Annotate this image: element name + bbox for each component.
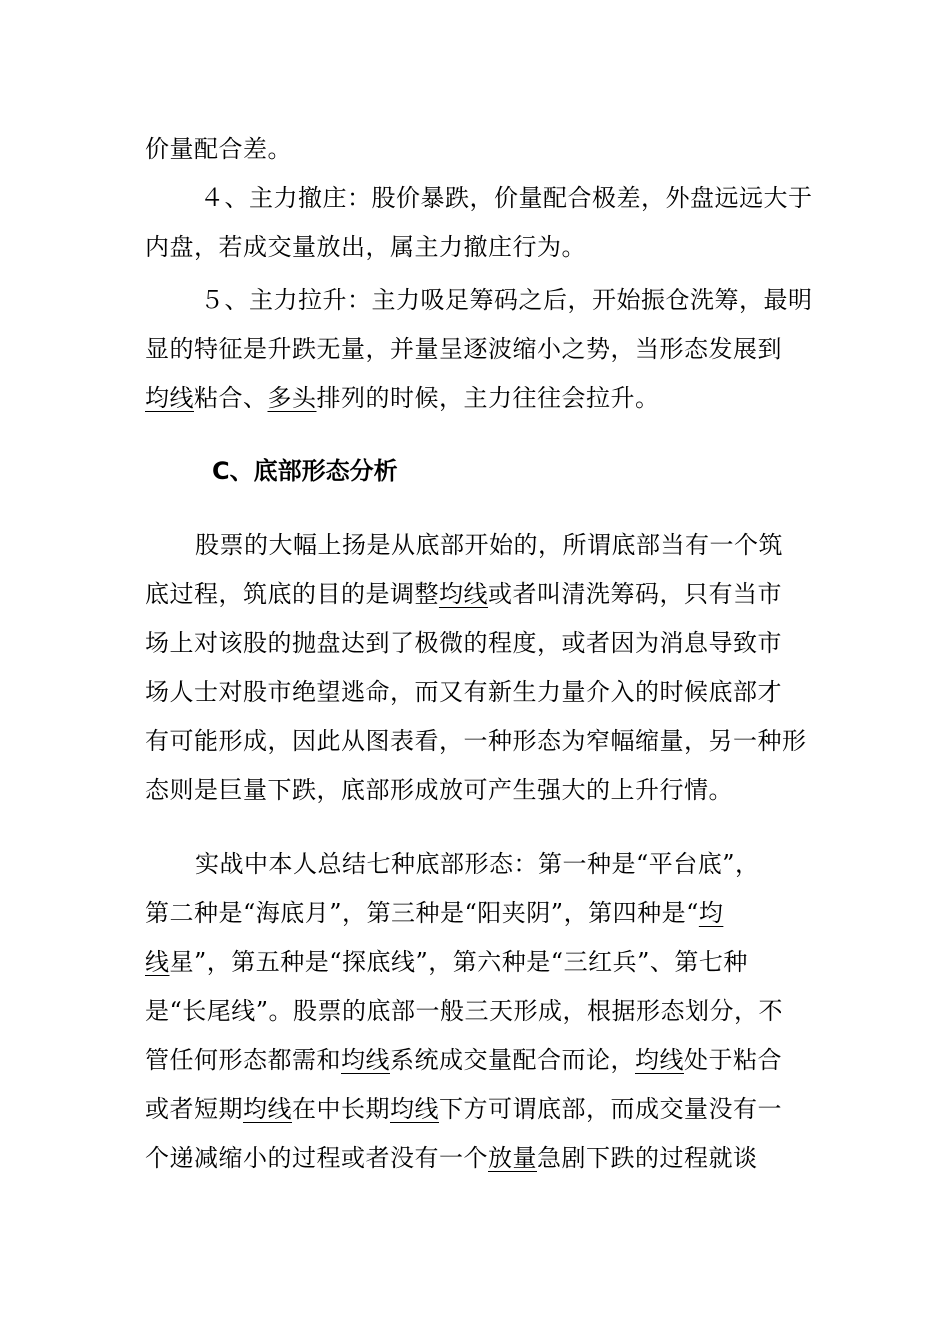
underlined-term: 均线 bbox=[243, 1095, 292, 1123]
underlined-term: 线 bbox=[145, 948, 170, 976]
text-segment: 处于粘合 bbox=[684, 1046, 782, 1074]
text-segment: 粘合、 bbox=[194, 384, 268, 412]
underlined-term: 均线 bbox=[439, 580, 488, 608]
text-line: 显的特征是升跌无量，并量呈逐波缩小之势，当形态发展到 bbox=[145, 335, 782, 363]
text-line: 场上对该股的抛盘达到了极微的程度，或者因为消息导致市 bbox=[145, 629, 782, 657]
section-heading: C、底部形态分析 bbox=[212, 457, 398, 485]
text-line bbox=[145, 577, 810, 611]
underlined-term: 均 bbox=[698, 899, 724, 927]
text-line: 实战中本人总结七种底部形态：第一种是“平台底”， bbox=[195, 850, 760, 878]
text-line: 股票的大幅上扬是从底部开始的，所谓底部当有一个筑 bbox=[195, 531, 783, 559]
text-segment: 管任何形态都需和 bbox=[145, 1046, 341, 1074]
text-segment: 或者叫清洗筹码，只有当市 bbox=[488, 580, 782, 608]
underlined-term: 均线 bbox=[341, 1046, 390, 1074]
text-segment: 或者短期 bbox=[145, 1095, 243, 1123]
text-segment: 第二种是“海底月”，第三种是“阳夹阴”，第四种是“ bbox=[145, 899, 699, 927]
text-line bbox=[145, 1092, 810, 1126]
text-segment: 底过程，筑底的目的是调整 bbox=[145, 580, 439, 608]
underlined-term: 均线 bbox=[390, 1095, 439, 1123]
text-segment: 排列的时候，主力往往会拉升。 bbox=[316, 384, 660, 412]
text-line: 价量配合差。 bbox=[145, 135, 292, 163]
text-line: 内盘，若成交量放出，属主力撤庄行为。 bbox=[145, 233, 586, 261]
text-line bbox=[145, 945, 810, 979]
text-segment: 星”，第五种是“探底线”，第六种是“三红兵”、第七种 bbox=[169, 948, 748, 976]
text-segment: 系统成交量配合而论， bbox=[390, 1046, 635, 1074]
text-line bbox=[145, 896, 810, 930]
text-line: 是“长尾线”。股票的底部一般三天形成，根据形态划分，不 bbox=[145, 997, 784, 1025]
text-line: ５、主力拉升：主力吸足筹码之后，开始振仓洗筹，最明 bbox=[200, 286, 813, 314]
text-segment: 急剧下跌的过程就谈 bbox=[537, 1144, 758, 1172]
underlined-term: 均线 bbox=[635, 1046, 684, 1074]
text-line bbox=[145, 381, 810, 415]
text-line bbox=[145, 1043, 810, 1077]
underlined-term: 多头 bbox=[267, 384, 317, 412]
text-line bbox=[145, 1141, 810, 1175]
text-segment: 在中长期 bbox=[292, 1095, 390, 1123]
text-segment: 个递减缩小的过程或者没有一个 bbox=[145, 1144, 488, 1172]
text-line: ４、主力撤庄：股价暴跌，价量配合极差，外盘远远大于 bbox=[200, 184, 813, 212]
text-segment: 下方可谓底部，而成交量没有一 bbox=[439, 1095, 782, 1123]
underlined-term: 均线 bbox=[145, 384, 194, 412]
text-line: 场人士对股市绝望逃命，而又有新生力量介入的时候底部才 bbox=[145, 678, 782, 706]
underlined-term: 放量 bbox=[488, 1144, 537, 1172]
text-line: 有可能形成，因此从图表看，一种形态为窄幅缩量，另一种形 bbox=[145, 727, 807, 755]
text-line: 态则是巨量下跌，底部形成放可产生强大的上升行情。 bbox=[145, 776, 733, 804]
